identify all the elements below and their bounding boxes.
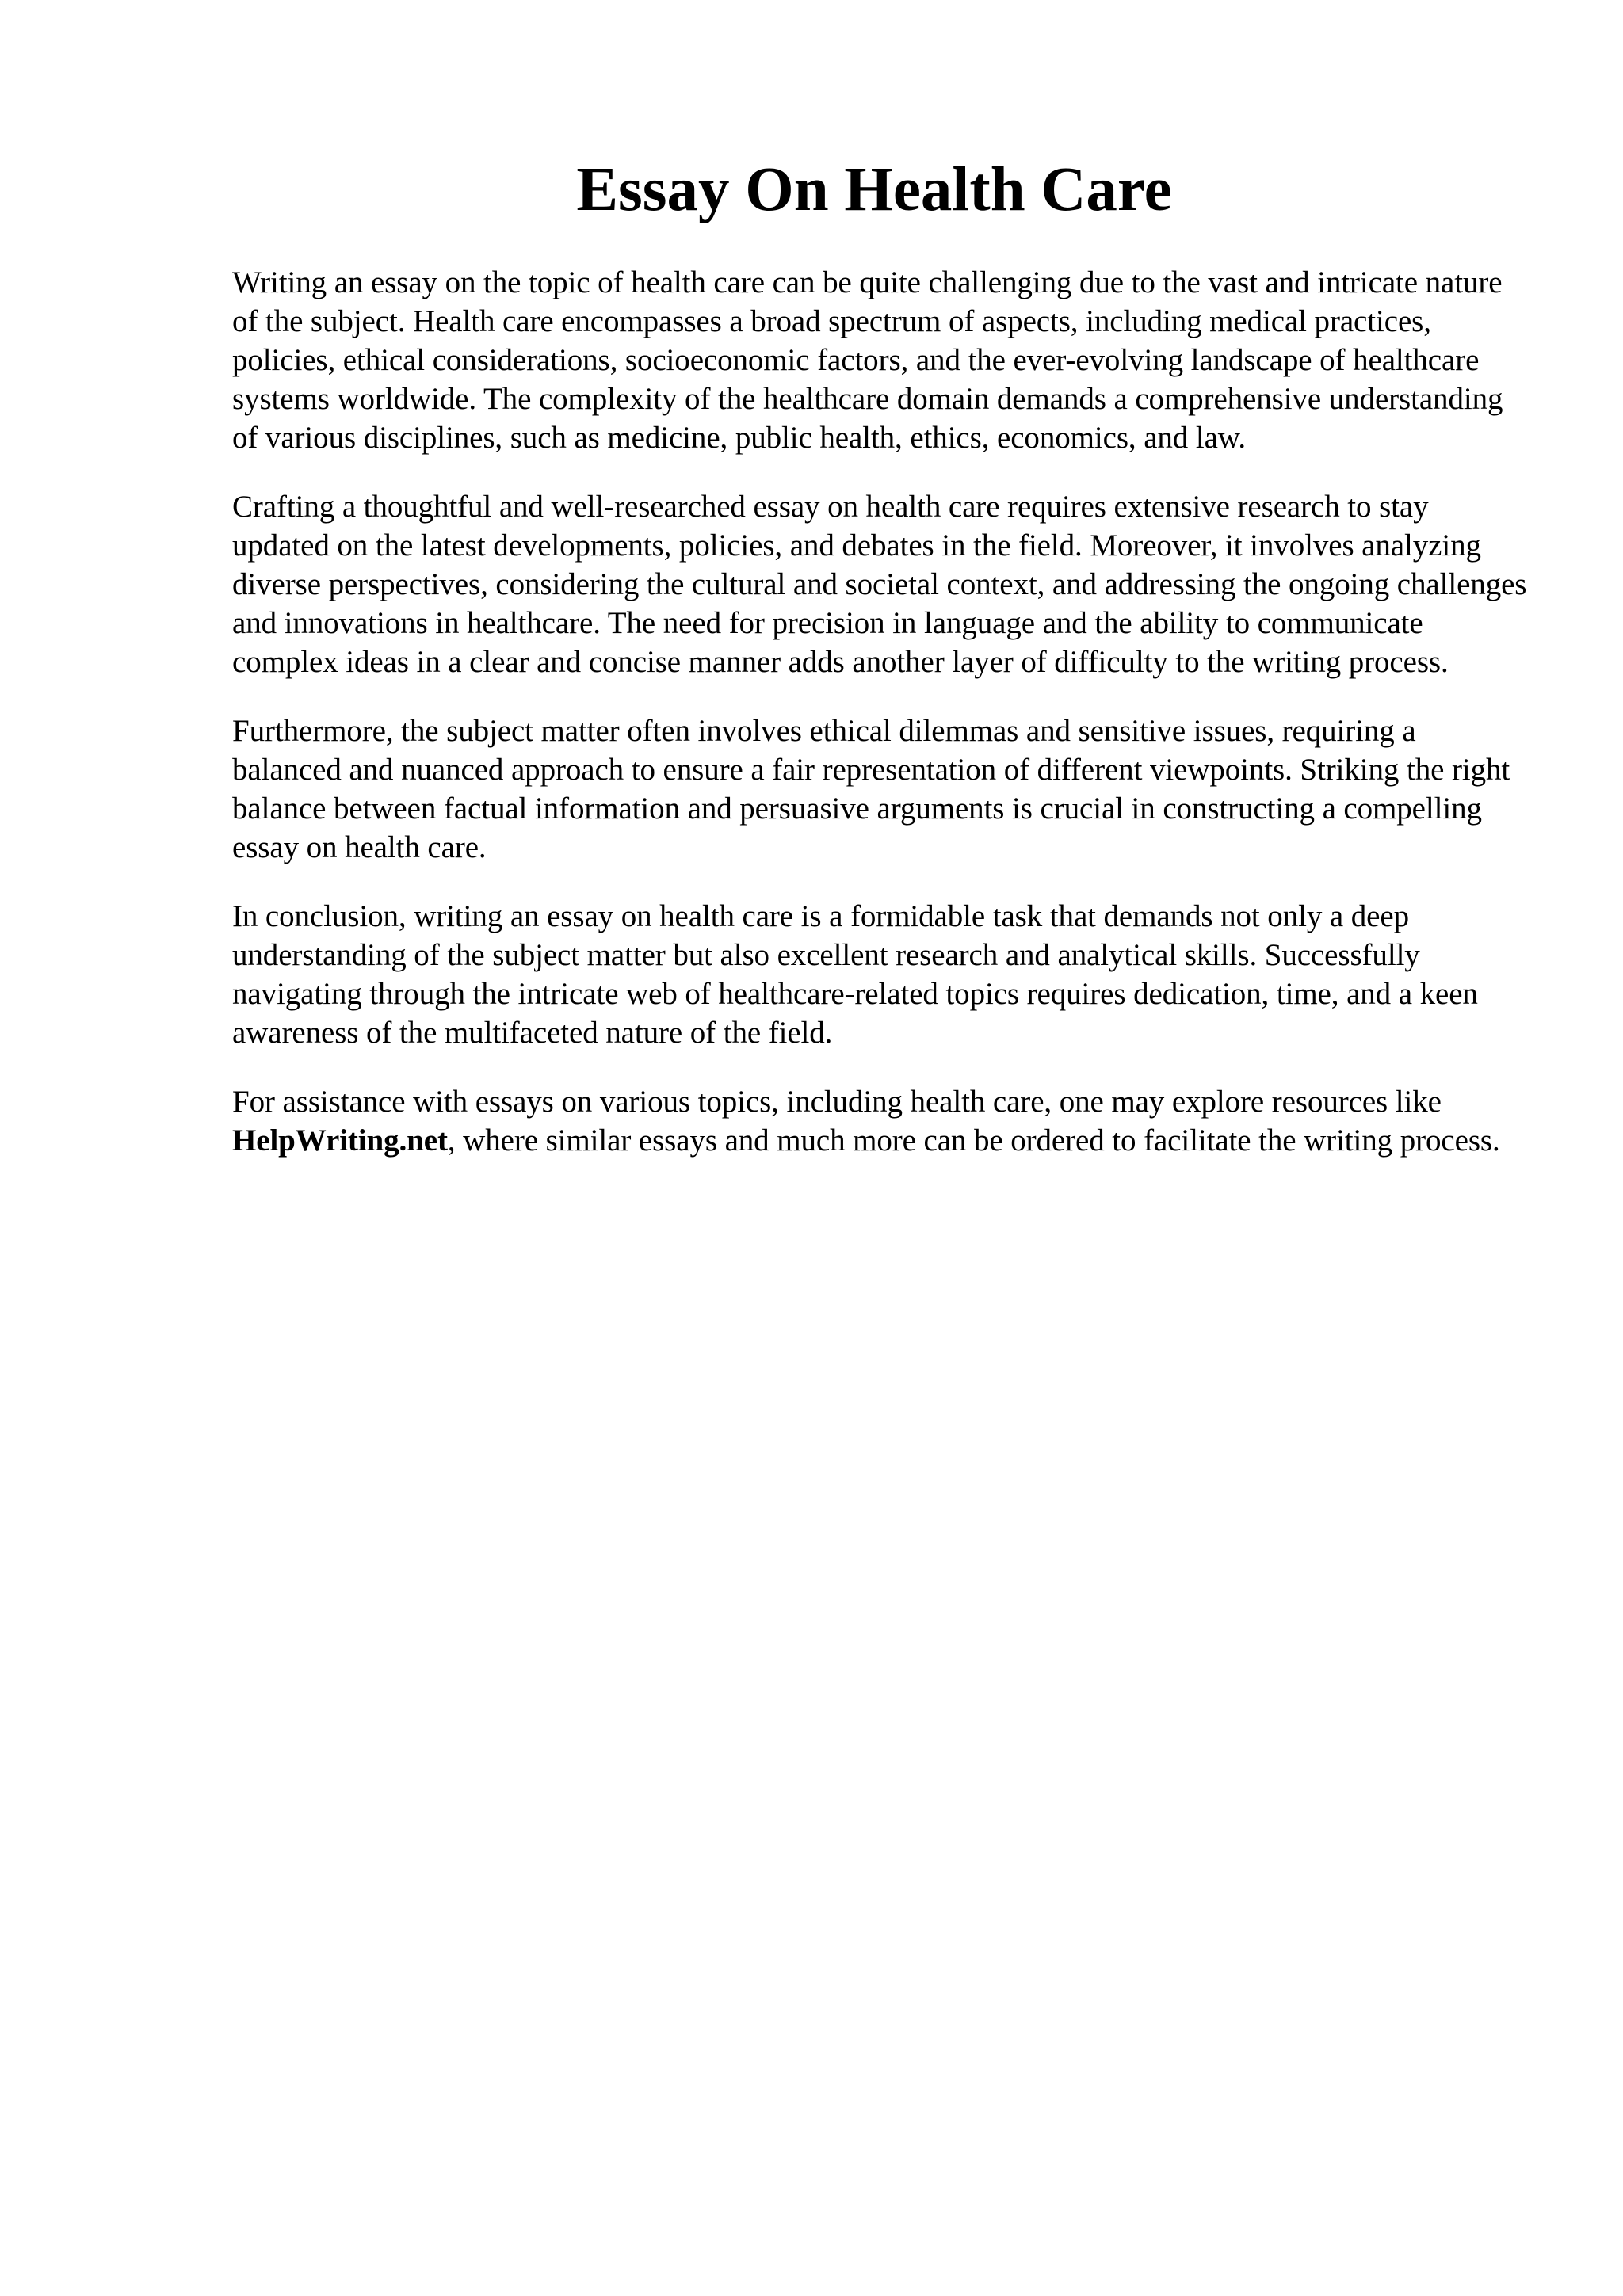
paragraph-4: In conclusion, writing an essay on health care is a formidable task that demands not only a deep understanding of the subject matter but also excellent research and analytical skills. Successfully navigating through the intricate web of healthcare-related topics requires dedication, time, and a keen awareness of the multifaceted nature of the field.	[232, 899, 1478, 1050]
paragraph-3: Furthermore, the subject matter often involves ethical dilemmas and sensitive issues, requiring a balanced and nuanced approach to ensure a fair representation of different viewpoints. Striking the right balance between factual information and persuasive arguments is crucial in constructing a compelling essay on health care.	[232, 714, 1510, 864]
closing-paragraph	[232, 1082, 1532, 1160]
helpwriting-link[interactable]: HelpWriting.net	[232, 1123, 448, 1158]
paragraph-2: Crafting a thoughtful and well-researched essay on health care requires extensive research to stay updated on the latest developments, policies, and debates in the field. Moreover, it involves analyzing diverse perspectives, considering the cultural and societal context, and addressing the ongoing challenges and innovations in healthcare. The need for precision in language and the ability to communicate complex ideas in a clear and concise manner adds another layer of difficulty to the writing process.	[232, 490, 1527, 679]
closing-text-after: , where similar essays and much more can be ordered to facilitate the writing process.	[447, 1123, 1500, 1158]
closing-text-before: For assistance with essays on various topics, including health care, one may explore resources like	[232, 1085, 1442, 1119]
paragraph-1: Writing an essay on the topic of health care can be quite challenging due to the vast and intricate nature of the subject. Health care encompasses a broad spectrum of aspects, including medical practices, policies, ethical considerations, socioeconomic factors, and the ever-evolving landscape of healthcare systems worldwide. The complexity of the healthcare domain demands a comprehensive understanding of various disciplines, such as medicine, public health, ethics, economics, and law.	[232, 265, 1503, 455]
document-content	[232, 151, 1532, 1190]
document-title: Essay On Health Care	[576, 155, 1172, 224]
